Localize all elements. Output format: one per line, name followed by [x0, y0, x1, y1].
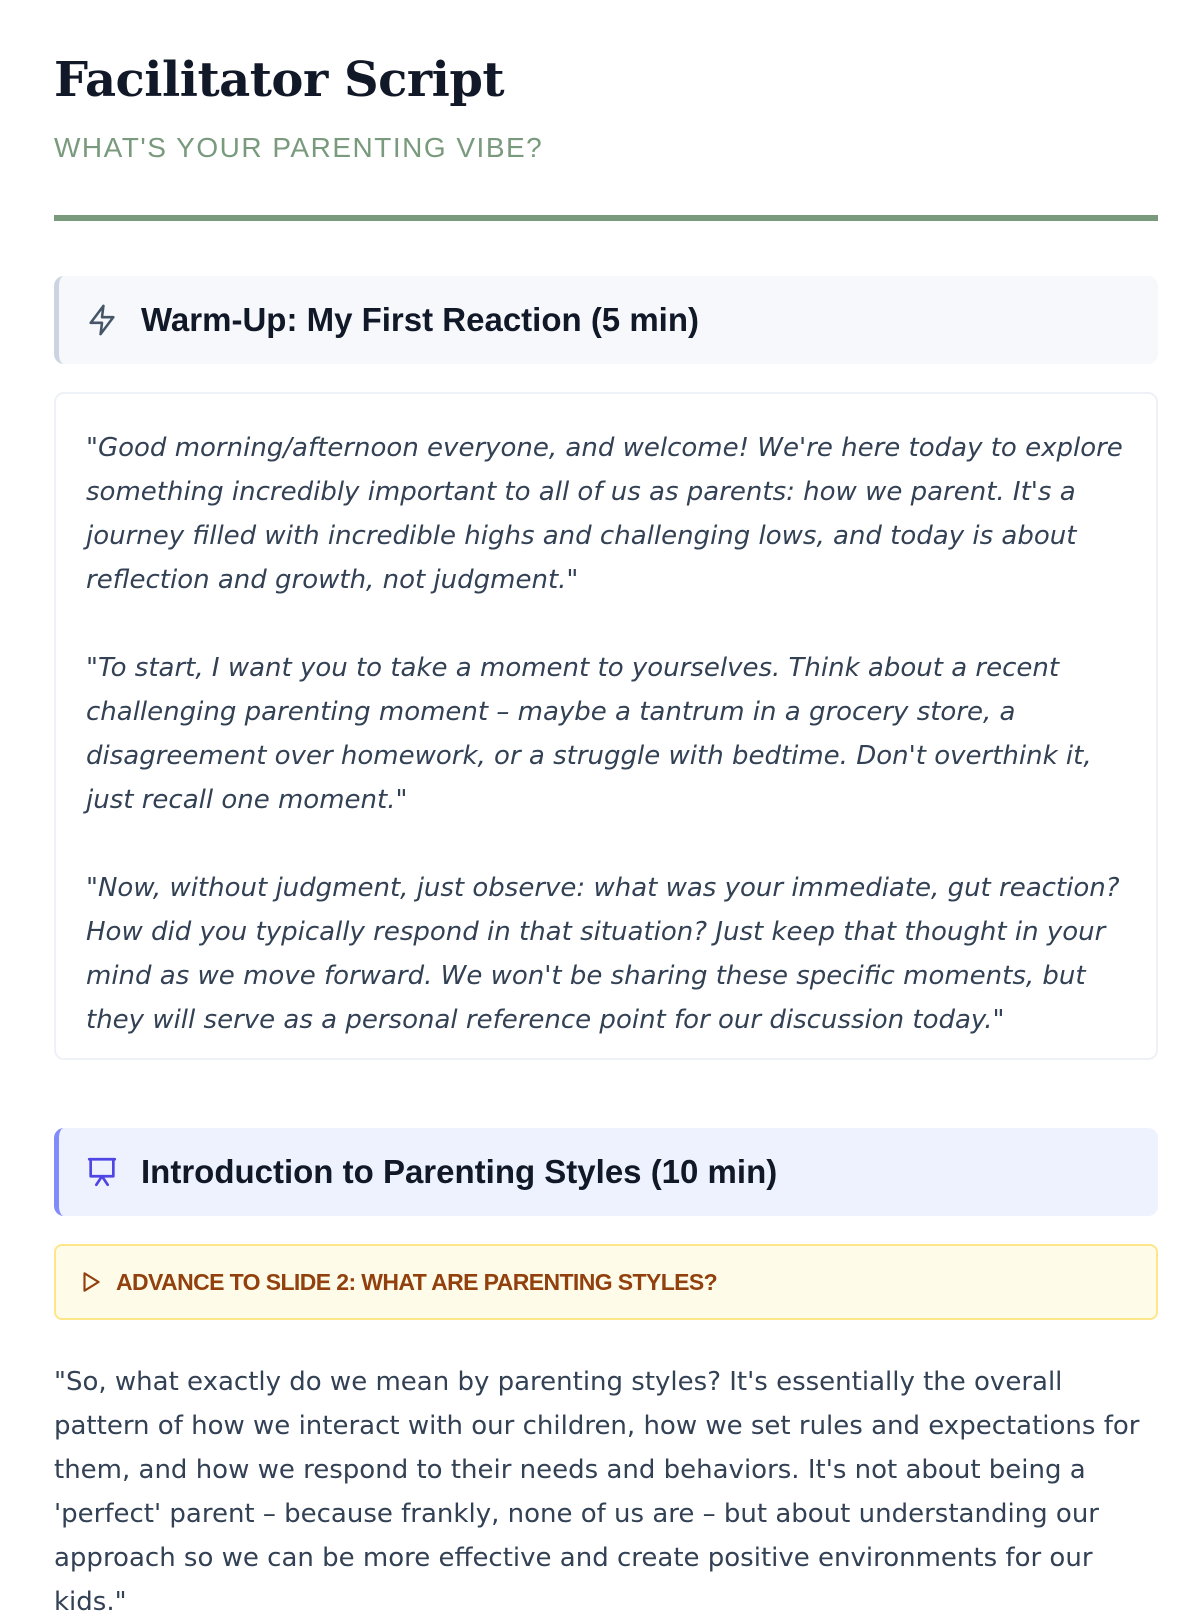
warmup-script-paragraph: "Now, without judgment, just observe: what was your immediate, gut reaction? How did you typically respond in that situation? Just keep that thought in your mind as we move forward. We won't be sharing these specific moments, but they will serve as a personal reference point for our discussion today." — [86, 873, 1120, 1035]
intro-section-title: Introduction to Parenting Styles (10 min) — [141, 1153, 778, 1190]
warmup-section-title: Warm-Up: My First Reaction (5 min) — [141, 301, 699, 338]
intro-section-header — [54, 1128, 1158, 1216]
presentation-icon — [85, 1155, 119, 1189]
play-icon — [78, 1269, 104, 1295]
title-divider — [54, 215, 1158, 221]
warmup-section-header — [54, 276, 1158, 364]
warmup-script-paragraph: "Good morning/afternoon everyone, and welcome! We're here today to explore something incredibly important to all of us as parents: how we parent. It's a journey filled with incredible highs and challenging lows, and today is about reflection and growth, not judgment." — [86, 433, 1123, 595]
page-subtitle: WHAT'S YOUR PARENTING VIBE? — [54, 132, 544, 163]
warmup-script-box — [54, 392, 1158, 1060]
slide-cue-callout — [54, 1244, 1158, 1320]
page-title: Facilitator Script — [54, 52, 505, 108]
slide-cue-label: ADVANCE TO SLIDE 2: WHAT ARE PARENTING STYLES? — [116, 1268, 718, 1295]
warmup-script-paragraph: "To start, I want you to take a moment to yourselves. Think about a recent challenging parenting moment – maybe a tantrum in a grocery store, a disagreement over homework, or a struggle with bedtime. Don't overthink it, just recall one moment." — [86, 653, 1092, 815]
intro-body-paragraph: "So, what exactly do we mean by parenting styles? It's essentially the overall pattern of how we interact with our children, how we set rules and expectations for them, and how we respond to their needs and behaviors. It's not about being a 'perfect' parent – because frankly, none of us are – but about understanding our approach so we can be more effective and create positive environments for our kids." — [54, 1367, 1140, 1617]
lightning-icon — [85, 303, 119, 337]
